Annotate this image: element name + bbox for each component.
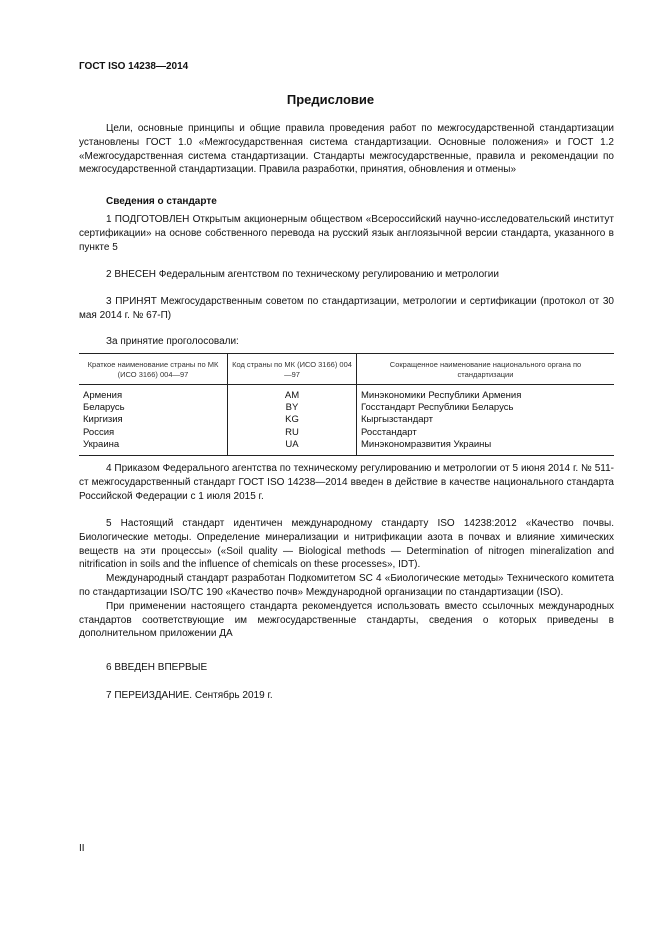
national-body-cell: Кыргызстандарт [361,414,433,426]
table-header-code: Код страны по МК (ИСО 3166) 004—97 [228,354,357,385]
item-3-block [79,295,614,323]
standard-info-subheading: Сведения о стандарте [106,196,217,207]
country-code-cell: RU [228,427,357,439]
country-code-cell: UA [228,439,357,456]
item-1-block [79,213,614,254]
item-2-block [79,268,614,282]
document-code-header: ГОСТ ISO 14238—2014 [79,61,189,72]
table-row [79,402,614,414]
item-7-paragraph: 7 ПЕРЕИЗДАНИЕ. Сентябрь 2019 г. [106,690,273,701]
item-4-paragraph: 4 Приказом Федерального агентства по техническому регулированию и метрологии от 5 июня 2014 г. № 511-ст межгосударственный стандарт ГОСТ ISO 14238—2014 введен в действие в качестве национального стандарта Российской Федерации с 1 июля 2015 г. [79,463,614,502]
page-number: II [79,843,85,854]
intro-block [79,122,614,177]
national-body-cell: Минэкономразвития Украины [361,438,492,450]
item-3-paragraph: 3 ПРИНЯТ Межгосударственным советом по стандартизации, метрологии и сертификации (протокол от 30 мая 2014 г. № 67-П) [79,296,614,321]
voting-countries-table [79,353,614,456]
table-header-country: Краткое наименование страны по МК (ИСО 3166) 004—97 [79,354,228,385]
national-body-cell: Росстандарт [361,426,417,438]
item-5-paragraph: 5 Настоящий стандарт идентичен международному стандарту ISO 14238:2012 «Качество почвы. Биологические методы. Определение минерализации и нитрификации азота в почвах и влияние химических веществ на эти процессы» («Soil quality — Biological methods — Determination of nitrogen mineralization and nitrification in soils and the influence of chemicals on these processes», IDT). [79,518,614,571]
standard-info-block [79,195,614,209]
table-header-body: Сокращенное наименование национального органа по стандартизации [357,354,615,385]
country-code-cell: KG [228,414,357,426]
country-name-cell: Беларусь [79,402,228,414]
country-name-cell: Украина [79,439,228,456]
item-5-committee-paragraph: Международный стандарт разработан Подкомитетом SC 4 «Биологические методы» Технического комитета по стандартизации ISO/TC 190 «Качество почв» Международной организации по стандартизации (ISO). [79,573,614,598]
national-body-cell: Минэкономики Республики Армения [361,390,522,401]
item-6-paragraph: 6 ВВЕДЕН ВПЕРВЫЕ [106,662,208,673]
item-5-block [79,517,614,641]
country-code-cell: AM [228,385,357,403]
table-row [79,439,614,456]
table-row [79,427,614,439]
table-row [79,414,614,426]
country-name-cell: Армения [79,385,228,403]
intro-paragraph: Цели, основные принципы и общие правила проведения работ по межгосударственной стандартизации установлены ГОСТ 1.0 «Межгосударственная система стандартизации. Основные положения» и ГОСТ 1.2 «Межгосударственная система стандартизации. Стандарты межгосударственные, правила и рекомендации по межгосударственной стандартизации. Правила разработки, принятия, обновления и отмены» [79,123,614,176]
voted-label: За принятие проголосовали: [106,336,239,347]
table-row [79,385,614,403]
item-4-block [79,462,614,503]
country-name-cell: Россия [79,427,228,439]
section-title: Предисловие [286,92,375,107]
voted-block [79,335,614,349]
item-1-paragraph: 1 ПОДГОТОВЛЕН Открытым акционерным обществом «Всероссийский научно-исследовательский институт сертификации» на основе собственного перевода на русский язык англоязычной версии стандарта, указанного в пункте 5 [79,214,614,253]
item-5-application-paragraph: При применении настоящего стандарта рекомендуется использовать вместо ссылочных международных стандартов соответствующие им межгосударственные стандарты, сведения о которых приведены в дополнительном приложении ДА [79,600,614,640]
national-body-cell: Госстандарт Республики Беларусь [361,402,514,414]
country-code-cell: BY [228,402,357,414]
country-name-cell: Киргизия [79,414,228,426]
item-6-block [79,661,614,675]
item-2-paragraph: 2 ВНЕСЕН Федеральным агентством по техническому регулированию и метрологии [106,269,499,280]
table-header-row [79,354,614,385]
item-7-block [79,689,614,703]
